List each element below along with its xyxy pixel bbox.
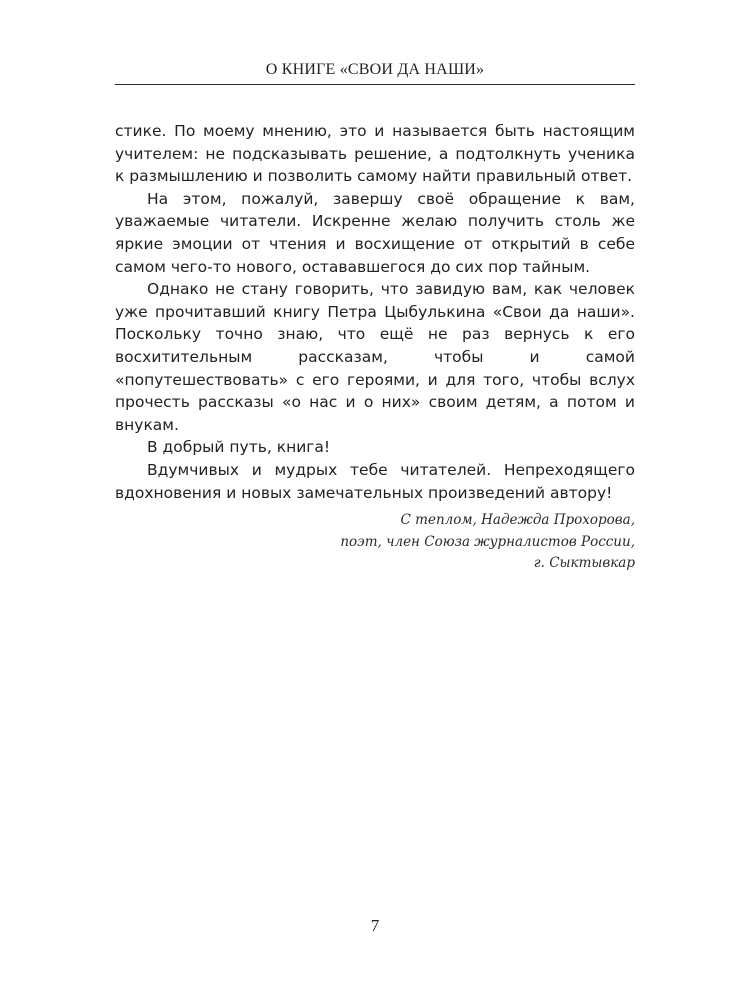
signature-name: С теплом, Надежда Прохорова, bbox=[400, 512, 635, 528]
paragraph: Однако не стану говорить, что завидую вам, как человек уже прочитавший книгу Петра Цыбулькина «Свои да наши». Поскольку точно знаю, что ещё не раз вернусь к его восхитительным рассказам, чтобы и самой «попутешествовать» с его героями, и для того, чтобы вслух прочесть рассказы «о нас и о них» своим детям, а потом и внукам. bbox=[115, 280, 635, 434]
paragraph: На этом, пожалуй, завершу своё обращение к вам, уважаемые читатели. Искренне желаю получить столь же яркие эмоции от чтения и восхищение от открытий в себе самом чего-то нового, остававшегося до сих пор тайным. bbox=[115, 189, 635, 276]
paragraph: В добрый путь, книга! bbox=[147, 438, 331, 457]
paragraph: Вдумчивых и мудрых тебе читателей. Непреходящего вдохновения и новых замечательных произведений автору! bbox=[115, 460, 635, 502]
running-header: О КНИГЕ «СВОИ ДА НАШИ» bbox=[265, 61, 485, 78]
body-text bbox=[115, 120, 635, 504]
page-number: 7 bbox=[370, 916, 380, 935]
signature-title: поэт, член Союза журналистов России, bbox=[340, 533, 635, 550]
header-rule bbox=[115, 84, 635, 85]
signature-block bbox=[115, 510, 635, 575]
paragraph-continuation: стике. По моему мнению, это и называется быть настоящим учителем: не подсказывать решение, а подтолкнуть ученика к размышлению и позволить самому найти правильный ответ. bbox=[115, 122, 635, 186]
signature-city: г. Сыктывкар bbox=[533, 555, 635, 571]
